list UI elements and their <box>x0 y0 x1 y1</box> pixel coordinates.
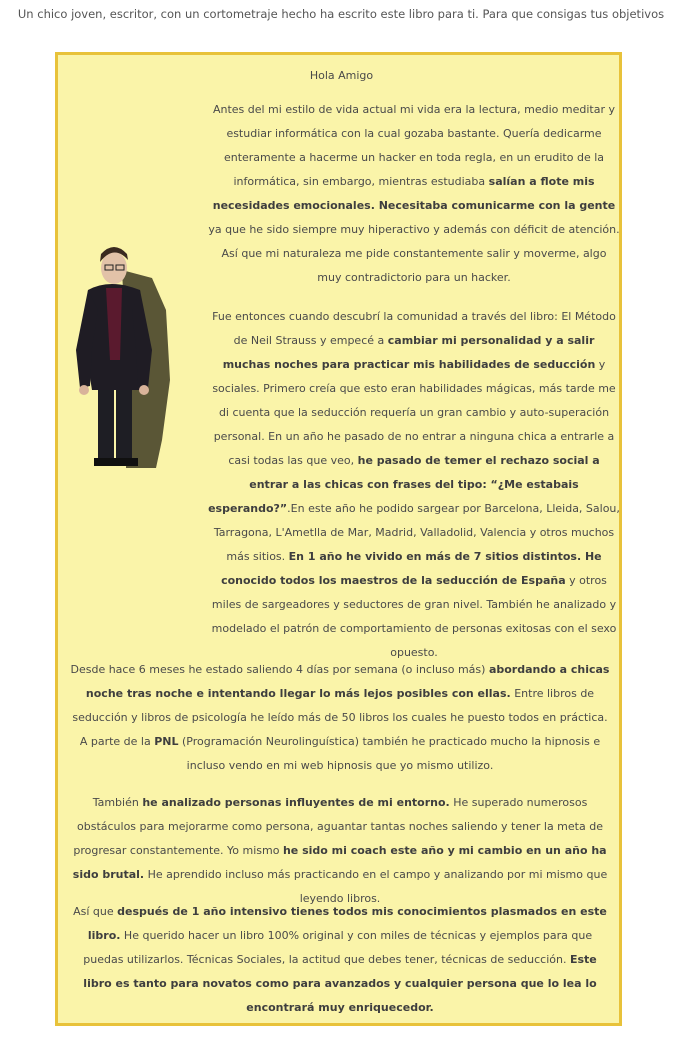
paragraph-1 <box>208 98 620 290</box>
bold-text-segment: he analizado personas influyentes de mi entorno. <box>142 796 450 809</box>
text-segment: Así que <box>73 905 118 918</box>
text-segment: He superado numerosos obstáculos para mejorarme como persona, aguantar tantas noches saliendo y tener la meta de progresar constantemente. Yo mismo <box>73 796 603 857</box>
text-segment: Entre libros de seducción y libros de psicología he leído más de 50 libros los cuales he puesto todos en práctica. A parte de la <box>72 687 608 748</box>
text-segment: Desde hace 6 meses he estado saliendo 4 días por semana (o incluso más) <box>70 663 489 676</box>
text-segment: Fue entonces cuando descubrí la comunidad a través del libro: El Método de Neil Strauss y empecé a <box>212 310 616 347</box>
bold-text-segment: abordando a chicas noche tras noche e intentando llegar lo más lejos posibles con ellas. <box>85 663 610 700</box>
author-photo <box>70 240 180 468</box>
intro-text: Un chico joven, escritor, con un cortometraje hecho ha escrito este libro para ti. Para que consigas tus objetivos <box>17 7 665 21</box>
text-segment: También <box>92 796 143 809</box>
paragraph-5 <box>68 900 612 1020</box>
bold-text-segment: he sido mi coach este año y mi cambio en un año ha sido brutal. <box>72 844 607 881</box>
text-segment: (Programación Neurolinguística) también he practicado mucho la hipnosis e incluso vendo en mi web hipnosis que yo mismo utilizo. <box>178 735 601 772</box>
bold-text-segment: Este libro es tanto para novatos como para avanzados y cualquier persona que lo lea lo encontrará muy enriquecedor. <box>83 953 597 1014</box>
text-segment: ya que he sido siempre muy hiperactivo y además con déficit de atención. Así que mi naturaleza me pide constantemente salir y moverme, algo muy contradictorio para un hacker. <box>208 223 620 284</box>
paragraph-4 <box>68 791 612 911</box>
author-figure-icon <box>70 240 180 468</box>
bold-text-segment: En 1 año he vivido en más de 7 sitios distintos. He conocido todos los maestros de la seducción de España <box>221 550 602 587</box>
bold-text-segment: he pasado de temer el rechazo social a entrar a las chicas con frases del tipo: “¿Me estabais esperando?” <box>208 454 600 515</box>
letter-box <box>55 52 622 1026</box>
text-segment: Antes del mi estilo de vida actual mi vida era la lectura, medio meditar y estudiar informática con la cual gozaba bastante. Quería dedicarme enteramente a hacerme un hacker en toda regla, en un erudito de la informática, sin embargo, mientras estudiaba <box>212 103 616 188</box>
paragraph-2 <box>208 305 620 665</box>
bold-text-segment: PNL <box>154 735 179 748</box>
text-segment: He querido hacer un libro 100% original y con miles de técnicas y ejemplos para que puedas utilizarlos. Técnicas Sociales, la actitud que debes tener, técnicas de seducción. <box>83 929 593 966</box>
paragraph-3 <box>68 658 612 778</box>
bold-text-segment: después de 1 año intensivo tienes todos mis conocimientos plasmados en este libro. <box>87 905 607 942</box>
text-segment: y sociales. Primero creía que esto eran habilidades mágicas, más tarde me di cuenta que la seducción requería un gran cambio y auto-superación personal. En un año he pasado de no entrar a ninguna chica a entrarle a casi todas las que veo, <box>212 358 616 467</box>
bold-text-segment: salían a flote mis necesidades emocionales. Necesitaba comunicarme con la gente <box>212 175 616 212</box>
bold-text-segment: cambiar mi personalidad y a salir muchas noches para practicar mis habilidades de seducción <box>222 334 596 371</box>
letter-greeting: Hola Amigo <box>309 69 374 82</box>
text-segment: He aprendido incluso más practicando en el campo y analizando por mi mismo que leyendo libros. <box>144 868 608 905</box>
text-segment: .En este año he podido sargear por Barcelona, Lleida, Salou, Tarragona, L'Ametlla de Mar, Madrid, Valladolid, Valencia y otros muchos más sitios. <box>213 502 620 563</box>
text-segment: y otros miles de sargeadores y seductores de gran nivel. También he analizado y modelado el patrón de comportamiento de personas exitosas con el sexo opuesto. <box>211 574 617 659</box>
